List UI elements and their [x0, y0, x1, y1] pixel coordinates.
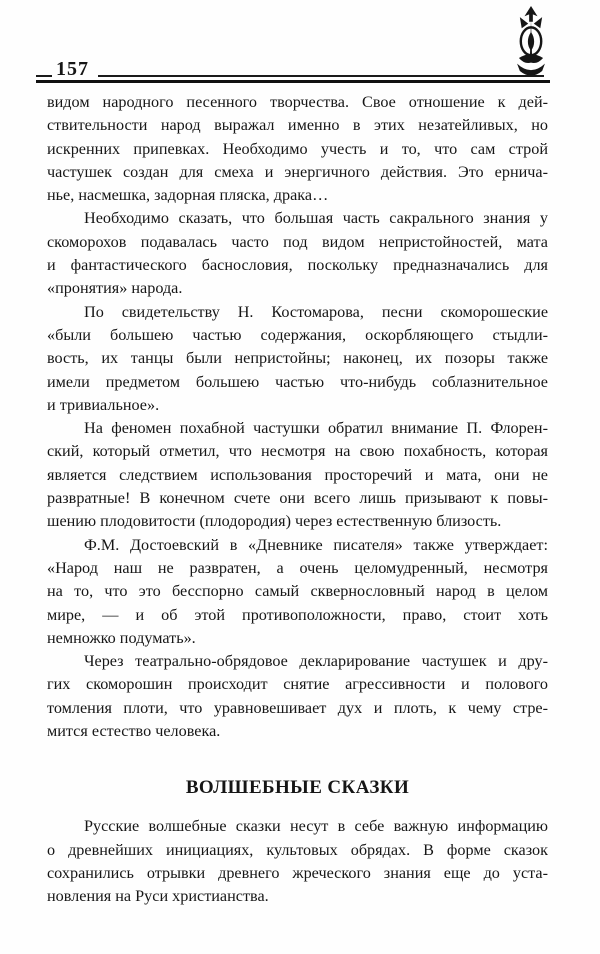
text-line: томления плоти, что уравновешивает дух и плоть, к чему стре-	[47, 698, 548, 717]
text-line: Русские волшебные сказки несут в себе важную информацию	[84, 817, 548, 836]
text-line: частушек создан для смеха и энергичного действия. Это ернича-	[47, 162, 548, 181]
text-line: «пронятия» народа.	[47, 279, 183, 298]
text-line: На феномен похабной частушки обратил внимание П. Флорен-	[84, 419, 548, 438]
text-line: видом народного песенного творчества. Свое отношение к дей-	[47, 93, 548, 111]
text-line: Ф.М. Достоевский в «Дневнике писателя» также утверждает:	[84, 535, 548, 554]
text-line: Необходимо сказать, что большая часть сакрального знания у	[84, 209, 548, 228]
text-line: ский, который отметил, что несмотря на свою похабность, которая	[47, 442, 548, 461]
page-number: 157	[56, 58, 89, 80]
text-line: нье, насмешка, задорная пляска, драка…	[47, 186, 329, 205]
text-line: мире, — и об этой противоположности, право, стоит хоть	[47, 605, 548, 624]
fleuron-ornament-icon	[512, 6, 550, 84]
text-line: немножко подумать».	[47, 628, 196, 647]
text-line: мится естество человека.	[47, 722, 221, 741]
text-line: и фантастического баснословия, поскольку предназначались для	[47, 256, 548, 275]
paragraph	[47, 417, 548, 533]
text-line: «были большею частью содержания, оскорбляющего стыдли-	[47, 325, 548, 344]
text-line: новления на Руси христианства.	[47, 887, 269, 906]
text-line: на то, что это бесспорно самый сквернословный народ в целом	[47, 582, 548, 601]
header-rule-dash	[36, 75, 52, 77]
text-line: имели предметом большею частью что-нибудь соблазнительное	[47, 372, 548, 391]
paragraph	[47, 207, 548, 300]
text-line: вость, их танцы были непристойны; наконец, их позоры также	[47, 349, 548, 368]
text-line: ствительности народ выражал именно в этих незатейливых, но	[47, 116, 548, 135]
paragraph	[47, 815, 548, 908]
text-line: и тривиальное».	[47, 395, 160, 414]
text-line: шению плодовитости (плодородия) через естественную близость.	[47, 512, 502, 531]
header-rule-thick	[36, 80, 550, 83]
text-line: о древнейших инициациях, культовых обрядах. В форме сказок	[47, 840, 548, 859]
paragraph	[47, 650, 548, 743]
text-line: искренних припевках. Необходимо учесть и то, что сам строй	[47, 139, 548, 158]
header-rule-thin	[98, 75, 544, 77]
section-heading: ВОЛШЕБНЫЕ СКАЗКИ	[185, 777, 410, 799]
text-line: сохранились отрывки древнего жреческого знания еще до уста-	[47, 863, 548, 882]
text-line: Через театрально-обрядовое декларирование частушек и дру-	[84, 652, 548, 671]
text-line: является следствием использования просторечий и мата, они не	[47, 465, 548, 484]
text-line: скоморохов подавалась часто под видом непристойностей, мата	[47, 232, 548, 251]
text-line: развратные! В конечном счете они всего лишь призывают к повы-	[47, 489, 548, 508]
body-text	[47, 91, 548, 909]
paragraph	[47, 534, 548, 650]
paragraph	[47, 301, 548, 417]
text-line: гих скоморошин происходит снятие агрессивности и полового	[47, 675, 548, 694]
text-line: По свидетельству Н. Костомарова, песни скоморошеские	[84, 302, 548, 321]
paragraph	[47, 91, 548, 207]
text-line: «Народ наш не развратен, а очень целомудренный, несмотря	[47, 558, 548, 577]
